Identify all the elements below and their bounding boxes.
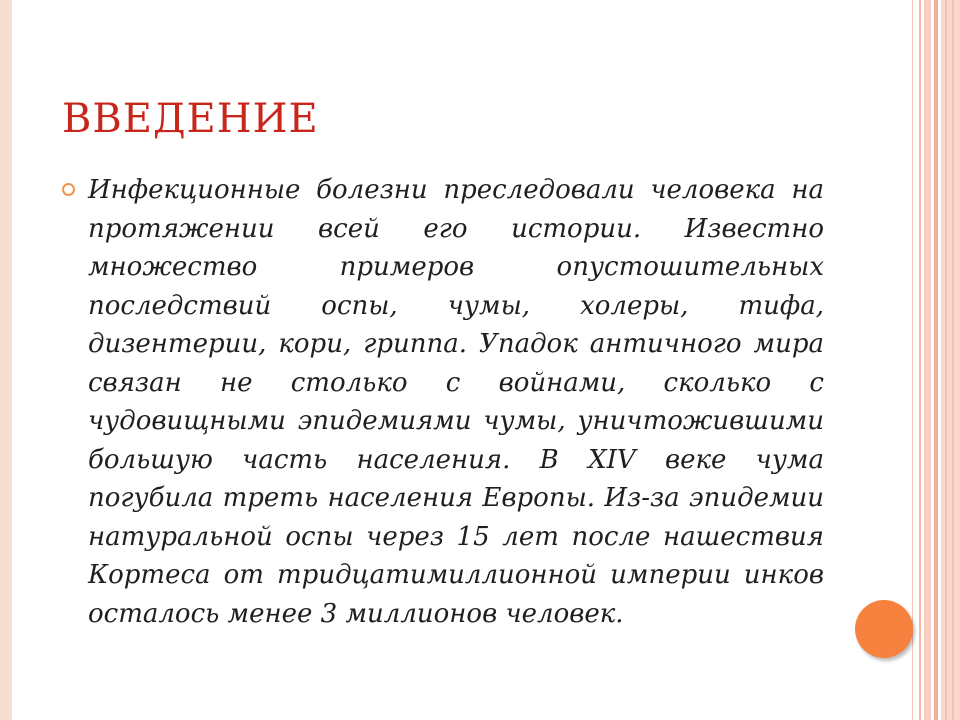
right-stripe [952, 0, 954, 720]
right-stripe [924, 0, 931, 720]
ring-bullet-icon [62, 183, 75, 196]
left-border-band [0, 0, 12, 720]
body-paragraph: Инфекционные болезни преследовали человека на протяжении всей его истории. Известно множество примеров опустошительных последствий оспы, чумы, холеры, тифа, дизентерии, кори, гриппа. Упадок античного мира связан не столько с войнами, сколько с чудовищными эпидемиями чумы, уничтожившими большую часть населения. В XIV веке чума погубила треть населения Европы. Из-за эпидемии натуральной оспы через 15 лет после нашествия Кортеса от тридцатимиллионной империи инков осталось менее 3 миллионов человек. [88, 175, 824, 629]
right-stripe [919, 0, 921, 720]
right-stripe [945, 0, 947, 720]
right-stripe [934, 0, 938, 720]
right-stripe [941, 0, 960, 720]
slide-title: ВВЕДЕНИЕ [62, 96, 319, 142]
orange-circle-decoration [855, 600, 913, 658]
right-stripe [912, 0, 913, 720]
